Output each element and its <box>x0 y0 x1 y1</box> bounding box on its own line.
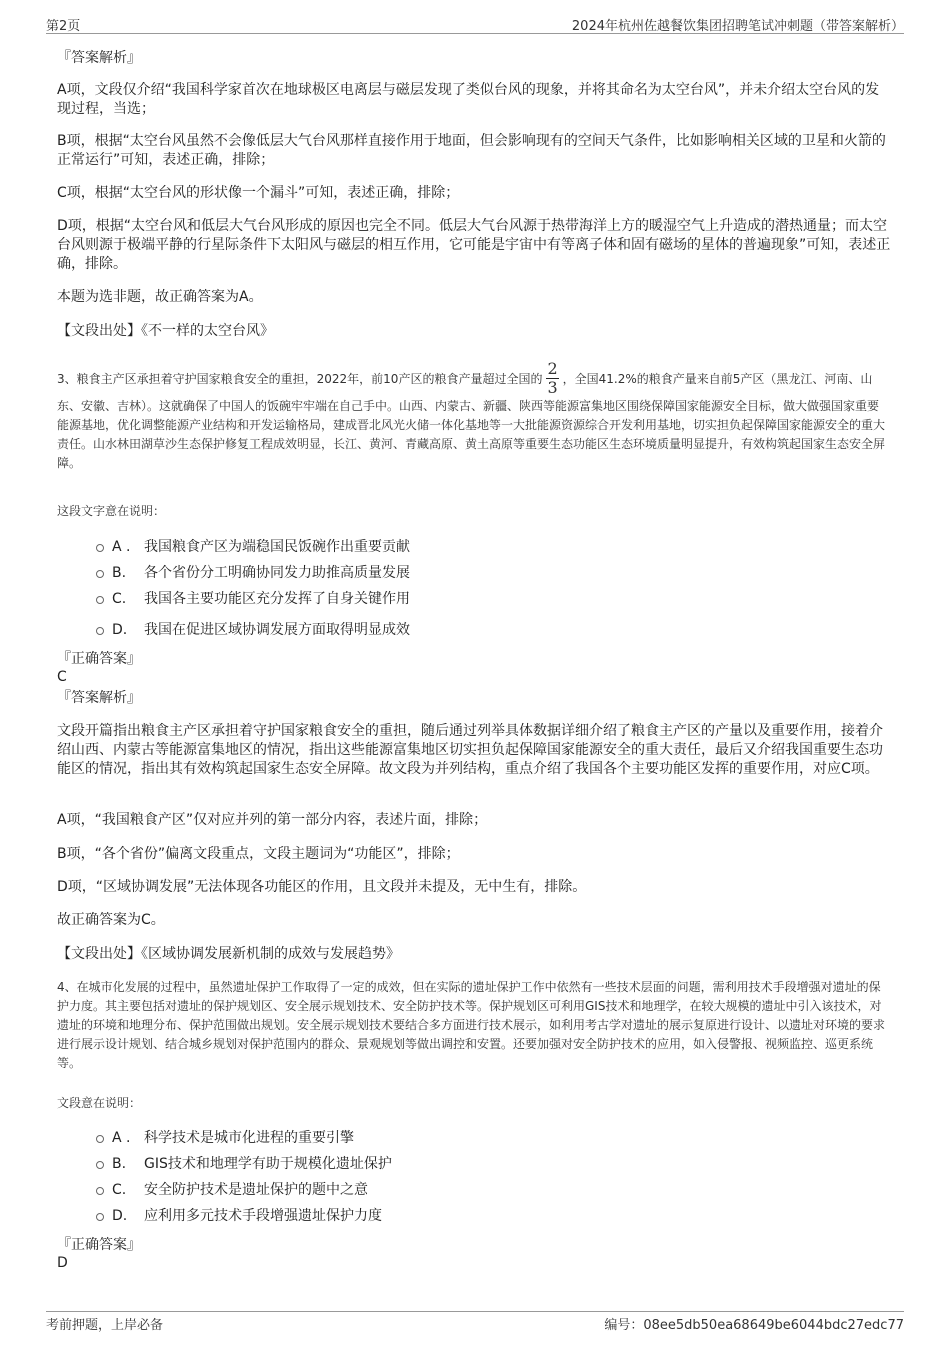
radio-icon[interactable] <box>96 627 104 635</box>
radio-icon[interactable] <box>96 1161 104 1169</box>
q2-analysis-c: C项，根据“太空台风的形状像一个漏斗”可知，表述正确，排除； <box>57 185 460 201</box>
q2-analysis-d: D项，根据“太空台风和低层大气台风形成的原因也完全不同。低层大气台风源于热带海洋上方的暖湿空气上升造成的潜热通量；而太空台风则源于极端平静的行星际条件下太阳风与磁层的相互作用，它可能是宇宙中有等离子体和固有磁场的星体的普遍现象”可知，表述正确，排除。 <box>57 218 891 272</box>
footer-divider <box>46 1311 904 1312</box>
q4-prompt: 文段意在说明： <box>57 1096 142 1110</box>
fraction-two-thirds <box>546 360 558 397</box>
option-letter: A . <box>112 539 131 555</box>
q4-answer: D <box>57 1255 68 1271</box>
fraction-denominator: 3 <box>547 378 558 397</box>
q3-stem <box>57 360 890 473</box>
q4-option-a[interactable] <box>96 1129 354 1148</box>
q3-analysis-label: 『答案解析』 <box>57 690 141 706</box>
radio-icon[interactable] <box>96 1213 104 1221</box>
q2-source: 【文段出处】《不一样的太空台风》 <box>57 323 274 339</box>
q4-option-b[interactable] <box>96 1155 392 1174</box>
option-text: 各个省份分工明确协同发力助推高质量发展 <box>144 565 410 581</box>
q3-analysis-d: D项，“区域协调发展”无法体现各功能区的作用，且文段并未提及，无中生有，排除。 <box>57 879 587 895</box>
q3-stem-prefix: 3、粮食主产区承担着守护国家粮食安全的重担，2022年，前10产区的粮食产量超过全国的 <box>57 372 543 386</box>
q3-source: 【文段出处】《区域协调发展新机制的成效与发展趋势》 <box>57 946 400 962</box>
document-title: 2024年杭州佐越餐饮集团招聘笔试冲刺题（带答案解析） <box>571 19 904 34</box>
radio-icon[interactable] <box>96 1187 104 1195</box>
option-letter: D. <box>112 622 128 638</box>
option-text: 我国在促进区域协调发展方面取得明显成效 <box>144 622 410 638</box>
radio-icon[interactable] <box>96 570 104 578</box>
option-letter: B. <box>112 1156 127 1172</box>
footer-slogan: 考前押题，上岸必备 <box>46 1318 164 1333</box>
q3-analysis: 文段开篇指出粮食主产区承担着守护国家粮食安全的重担，随后通过列举具体数据详细介绍了粮食主产区的产量以及重要作用，接着介绍山西、内蒙古等能源富集地区的情况，指出这些能源富集地区切实担负起保障国家能源安全的重大责任，最后又介绍我国重要生态功能区的情况，指出其有效构筑起国家生态安全屏障。故文段为并列结构，重点介绍了我国各个主要功能区发挥的重要作用，对应C项。 <box>57 723 883 777</box>
q3-answer: C <box>57 669 67 685</box>
q3-conclusion: 故正确答案为C。 <box>57 912 165 928</box>
q3-option-c[interactable] <box>96 590 410 609</box>
option-letter: A . <box>112 1130 131 1146</box>
q3-analysis-a: A项，“我国粮食产区”仅对应并列的第一部分内容，表述片面，排除； <box>57 812 488 828</box>
header-divider <box>46 33 904 34</box>
q4-option-d[interactable] <box>96 1207 382 1226</box>
q2-analysis-label: 『答案解析』 <box>57 50 141 66</box>
option-letter: D. <box>112 1208 128 1224</box>
page-number: 第2页 <box>46 19 81 34</box>
q2-analysis-b: B项，根据“太空台风虽然不会像低层大气台风那样直接作用于地面，但会影响现有的空间天气条件，比如影响相关区域的卫星和火箭的正常运行”可知，表述正确，排除； <box>57 133 886 168</box>
radio-icon[interactable] <box>96 596 104 604</box>
q4-option-c[interactable] <box>96 1181 368 1200</box>
document-id: 编号：08ee5db50ea68649be6044bdc27edc77 <box>604 1318 904 1333</box>
q2-conclusion: 本题为选非题，故正确答案为A。 <box>57 289 263 305</box>
q4-stem: 4、在城市化发展的过程中，虽然遗址保护工作取得了一定的成效，但在实际的遗址保护工作中依然有一些技术层面的问题，需利用技术手段增强对遗址的保护力度。其主要包括对遗址的保护规划区、安全展示规划技术、安全防护技术等。保护规划区可利用GIS技术和地理学，在较大规模的遗址中引入该技术，对遗址的环境和地理分布、保护范围做出规划。安全展示规划技术要结合多方面进行技术展示，如利用考古学对遗址的展示复原进行设计、以遗址对环境的要求进行展示设计规划、结合城乡规划对保护范围内的群众、景观规划等做出调控和安置。还要加强对安全防护技术的应用，如入侵警报、视频监控、巡更系统等。 <box>57 980 886 1070</box>
option-text: 安全防护技术是遗址保护的题中之意 <box>144 1182 368 1198</box>
q3-answer-label: 『正确答案』 <box>57 651 141 667</box>
option-letter: C. <box>112 591 127 607</box>
q3-option-a[interactable] <box>96 538 410 557</box>
fraction-numerator: 2 <box>547 359 558 378</box>
q3-analysis-b: B项，“各个省份”偏离文段重点，文段主题词为“功能区”，排除； <box>57 846 460 862</box>
option-text: 科学技术是城市化进程的重要引擎 <box>144 1130 354 1146</box>
q2-analysis-a: A项，文段仅介绍“我国科学家首次在地球极区电离层与磁层发现了类似台风的现象，并将其命名为太空台风”，并未介绍太空台风的发现过程，当选； <box>57 82 880 117</box>
option-letter: B. <box>112 565 127 581</box>
radio-icon[interactable] <box>96 544 104 552</box>
option-text: 我国粮食产区为端稳国民饭碗作出重要贡献 <box>144 539 410 555</box>
q4-answer-label: 『正确答案』 <box>57 1237 141 1253</box>
q3-prompt: 这段文字意在说明： <box>57 504 166 518</box>
q3-option-d[interactable] <box>96 621 410 640</box>
q3-stem-suffix: ，全国41.2%的粮食产量来自前5产区（黑龙江、河南、山东、安徽、吉林）。这就确保了中国人的饭碗牢牢端在自己手中。山西、内蒙古、新疆、陕西等能源富集地区围绕保障国家能源安全目标，做大做强国家重要能源基地，优化调整能源产业结构和开发运输格局，建成晋北风光火储一体化基地等一大批能源资源综合开发利用基地，切实担负起保障国家能源安全的重大责任。山水林田湖草沙生态保护修复工程成效明显，长江、黄河、青藏高原、黄土高原等重要生态功能区生态环境质量明显提升，有效构筑起国家生态安全屏障。 <box>57 372 886 470</box>
option-text: GIS技术和地理学有助于规模化遗址保护 <box>144 1156 392 1172</box>
option-letter: C. <box>112 1182 127 1198</box>
radio-icon[interactable] <box>96 1135 104 1143</box>
option-text: 应利用多元技术手段增强遗址保护力度 <box>144 1208 382 1224</box>
q3-option-b[interactable] <box>96 564 410 583</box>
option-text: 我国各主要功能区充分发挥了自身关键作用 <box>144 591 410 607</box>
